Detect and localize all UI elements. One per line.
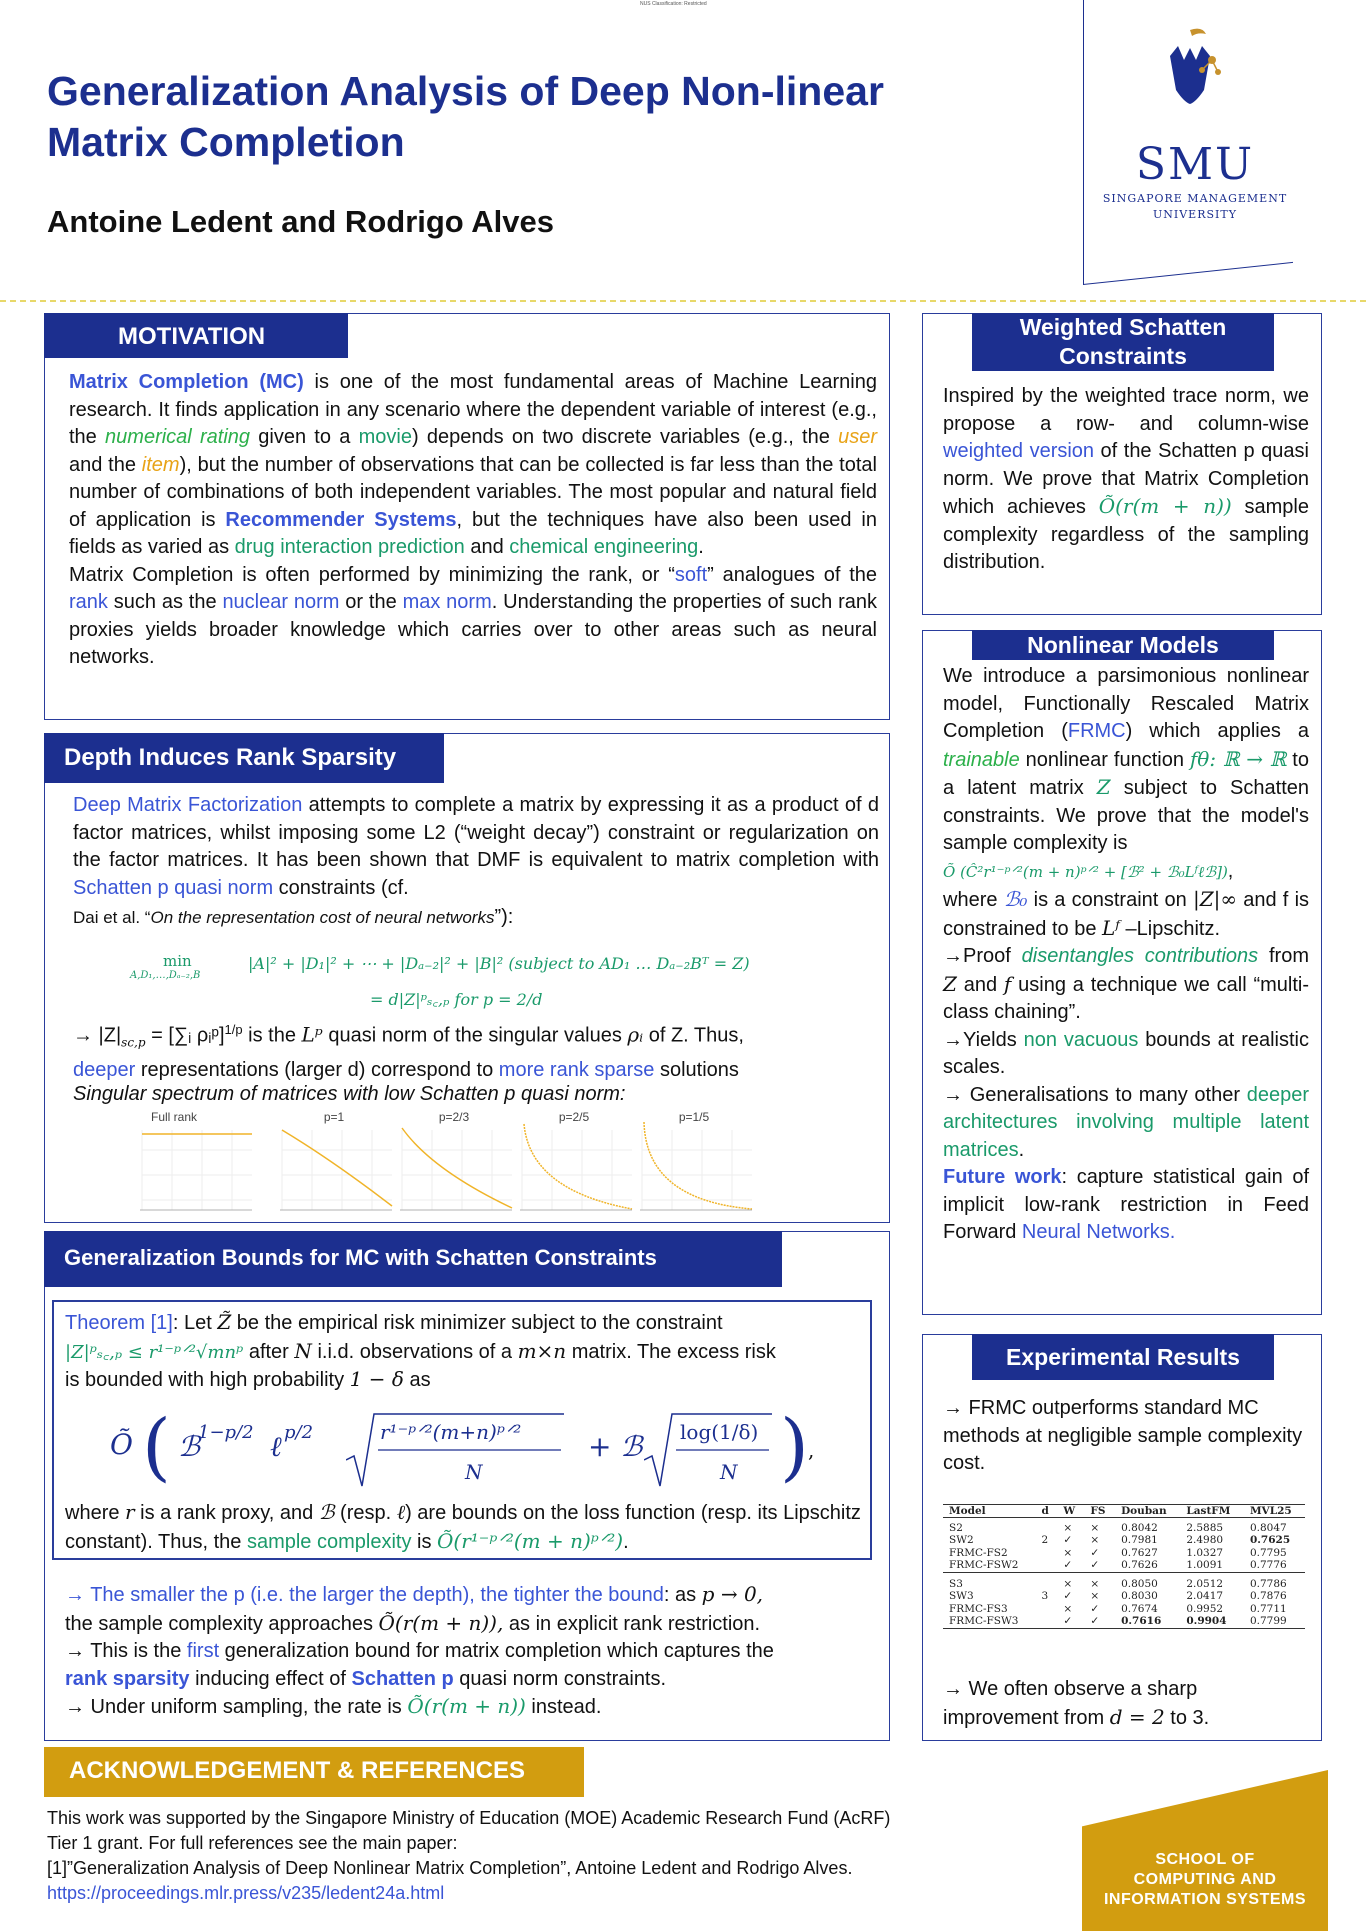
table-row: S2 × × 0.8042 2.5885 0.8047 bbox=[949, 1521, 1287, 1534]
logo-name: SMU bbox=[1135, 139, 1255, 190]
comma: , bbox=[808, 1438, 815, 1462]
results-table bbox=[943, 1504, 1305, 1629]
paper-link[interactable]: https://proceedings.mlr.press/v235/ledent24a.html bbox=[47, 1883, 445, 1903]
smu-logo bbox=[1090, 20, 1300, 222]
plot-label: p=1/5 bbox=[678, 1110, 710, 1124]
plot-label: p=2/3 bbox=[438, 1110, 470, 1124]
plot-label: p=2/5 bbox=[558, 1110, 590, 1124]
plot-p-2-3 bbox=[392, 1110, 516, 1222]
authors: Antoine Ledent and Rodrigo Alves bbox=[47, 204, 554, 239]
plot-p-2-5 bbox=[512, 1110, 636, 1222]
header-divider bbox=[0, 300, 1366, 302]
plot-p-1 bbox=[272, 1110, 396, 1222]
plot-p-1-5 bbox=[632, 1110, 756, 1222]
table-row: FRMC-FS2 × ✓ 0.7627 1.0327 0.7795 bbox=[949, 1546, 1287, 1559]
table-row: FRMC-FSW3 ✓ ✓ 0.7616 0.9904 0.7799 bbox=[943, 1615, 1305, 1628]
plot-full-rank bbox=[132, 1110, 256, 1222]
ack-heading: ACKNOWLEDGEMENT & REFERENCES bbox=[44, 1747, 584, 1797]
spectrum-caption: Singular spectrum of matrices with low Schatten p quasi norm: bbox=[73, 1083, 626, 1105]
bound-explanation: where r is a rank proxy, and ℬ (resp. ℓ) are bounds on the loss function (resp. its Lipschitz constant). Thus, the sample complexity is Õ(r¹⁻ᵖᐟ²(m + n)ᵖᐟ²). bbox=[65, 1500, 861, 1553]
bounds-heading: Generalization Bounds for MC with Schatten Constraints bbox=[44, 1231, 782, 1287]
table-row: SW2 2 ✓ × 0.7981 2.4980 0.7625 bbox=[949, 1534, 1291, 1547]
mc-term: Matrix Completion (MC) bbox=[69, 371, 304, 393]
logo-sub-1: SINGAPORE MANAGEMENT bbox=[1102, 192, 1288, 205]
plot-p-1-5-chart bbox=[632, 1110, 756, 1222]
plot-p-2-5-chart bbox=[512, 1110, 636, 1222]
experimental-note: → We often observe a sharp improvement from d = 2 to 3. bbox=[943, 1678, 1210, 1729]
plot-p-1-chart bbox=[272, 1110, 396, 1222]
main-bound-equation: Õ ( ℬ 1−p/2 ℓ p/2 r¹⁻ᵖᐟ²(m+n)ᵖᐟ² N + ℬ log(1/δ) N ) , bbox=[110, 1404, 815, 1490]
plot-full-rank-chart bbox=[132, 1110, 256, 1222]
ack-text: This work was supported by the Singapore Ministry of Education (MOE) Academic Research Fund (AcRF) Tier 1 grant. For full references see the main paper: [1]”Generalization Analysis of Deep Nonlinear Matrix Completion”, Antoine Ledent and Rodrigo Alves. https://proceedings.mlr.press/v235/ledent24a.html bbox=[47, 1806, 1057, 1906]
weighted-text: Inspired by the weighted trace norm, we propose a row- and column-wise weighted version of the Schatten p quasi norm. We prove that Matrix Completion which achieves Õ(r(m + n)) sample complexity regardless of the sampling distribution. bbox=[943, 385, 1309, 573]
right-paren: ) bbox=[780, 1404, 809, 1490]
classification-label: NUS Classification: Restricted bbox=[640, 1, 707, 7]
table-row: SW3 3 ✓ × 0.8030 2.0417 0.7876 bbox=[949, 1590, 1287, 1603]
plot-p-2-3-chart bbox=[392, 1110, 516, 1222]
lion-icon bbox=[1140, 20, 1250, 130]
nonlinear-heading: Nonlinear Models bbox=[972, 630, 1274, 660]
experimental-intro: → FRMC outperforms standard MC methods at negligible sample complexity cost. bbox=[943, 1397, 1303, 1474]
logo-sub-2: UNIVERSITY bbox=[1153, 208, 1237, 221]
table-row: FRMC-FS3 × ✓ 0.7674 0.9952 0.7711 bbox=[949, 1602, 1287, 1615]
schatten-def-line: → $|Z|_{sc,p}$ = [∑ᵢ ρᵢᵖ]$^{1/p}$ is the Lᵖ quasi norm of the singular values ρᵢ of Z. Thus, deeper representations (larger d) correspond to more rank sparse solutions bbox=[73, 1022, 744, 1082]
depth-heading: Depth Induces Rank Sparsity bbox=[44, 733, 444, 783]
motivation-heading: MOTIVATION bbox=[44, 313, 348, 358]
left-paren: ( bbox=[142, 1404, 171, 1490]
table-row: FRMC-FSW2 ✓ ✓ 0.7626 1.0091 0.7776 bbox=[949, 1559, 1287, 1572]
school-name: SCHOOL OF COMPUTING AND INFORMATION SYSTEMS bbox=[1103, 1851, 1307, 1908]
theorem-text: Theorem [1]: Let Z̃ be the empirical risk minimizer subject to the constraint |Z|ᵖₛ꜀,ₚ ≤ r¹⁻ᵖᐟ²√mnᵖ after N i.i.d. observations of a m×n matrix. The excess risk is bounded with high probability 1 − δ as bbox=[65, 1310, 776, 1391]
plot-label: p=1 bbox=[323, 1110, 345, 1124]
table-header-row: Model d W FS Douban LastFM MVL25 bbox=[943, 1505, 1305, 1518]
experimental-heading: Experimental Results bbox=[972, 1334, 1274, 1380]
motivation-text: Matrix Completion (MC) is one of the most fundamental areas of Machine Learning research. It finds application in any scenario where the dependent variable of interest (e.g., the numerical rating given to a movie) depends on two discrete variables (e.g., the user and the item), but the number of observations that can be collected is far less than the total number of combinations of both independent variables. The most popular and natural field of application is Recommender Systems, but the techniques have also been used in fields as varied as drug interaction prediction and chemical engineering. Matrix Completion is often performed by minimizing the rank, or “soft” analogues of the rank such as the nuclear norm or the max norm. Understanding the properties of such rank proxies yields broader knowledge which carries over to other areas such as neural networks. bbox=[69, 371, 878, 668]
depth-text: Deep Matrix Factorization attempts to complete a matrix by expressing it as a product of d factor matrices, whilst imposing some L2 (“weight decay”) constraint or regularization on the factor matrices. It has been shown that DMF is equivalent to matrix completion with Schatten p quasi norm constraints (cf. bbox=[73, 794, 879, 899]
depth-citation: Dai et al. “On the representation cost of neural networks”): bbox=[73, 906, 514, 928]
weighted-heading: Weighted Schatten Constraints bbox=[972, 313, 1274, 371]
bound-remarks: → The smaller the p (i.e. the larger the depth), the tighter the bound: as p → 0, the sample complexity approaches Õ(r(m + n)), as in explicit rank restriction. → This is the first generalization bound for matrix completion which captures the rank sparsity inducing effect of Schatten p quasi norm constraints. → Under uniform sampling, the rate is Õ(r(m + n)) instead. bbox=[65, 1582, 774, 1718]
plot-label: Full rank bbox=[150, 1110, 197, 1124]
table-row: S3 × × 0.8050 2.0512 0.7786 bbox=[949, 1578, 1287, 1591]
spectrum-plots bbox=[132, 1110, 892, 1222]
poster-title: Generalization Analysis of Deep Non-linear Matrix Completion bbox=[47, 68, 884, 165]
nonlinear-text: We introduce a parsimonious nonlinear model, Functionally Rescaled Matrix Completion (FRMC) which applies a trainable nonlinear function fθ: ℝ → ℝ to a latent matrix Z subject to Schatten constraints. We prove that the model's sample complexity is Õ (Ĉ²r¹⁻ᵖᐟ²(m + n)ᵖᐟ² + [ℬ² + ℬ₀Lᶠℓℬ]), where ℬ₀ is a constraint on |Z|∞ and f is constrained to be Lᶠ –Lipschitz. →Proof disentangles contributions from Z and f using a technique we call “multi-class chaining”. →Yields non vacuous bounds at realistic scales. → Generalisations to many other deeper architectures involving multiple latent matrices. Future work: capture statistical gain of implicit low-rank restriction in Feed Forward Neural Networks. bbox=[943, 665, 1310, 1243]
